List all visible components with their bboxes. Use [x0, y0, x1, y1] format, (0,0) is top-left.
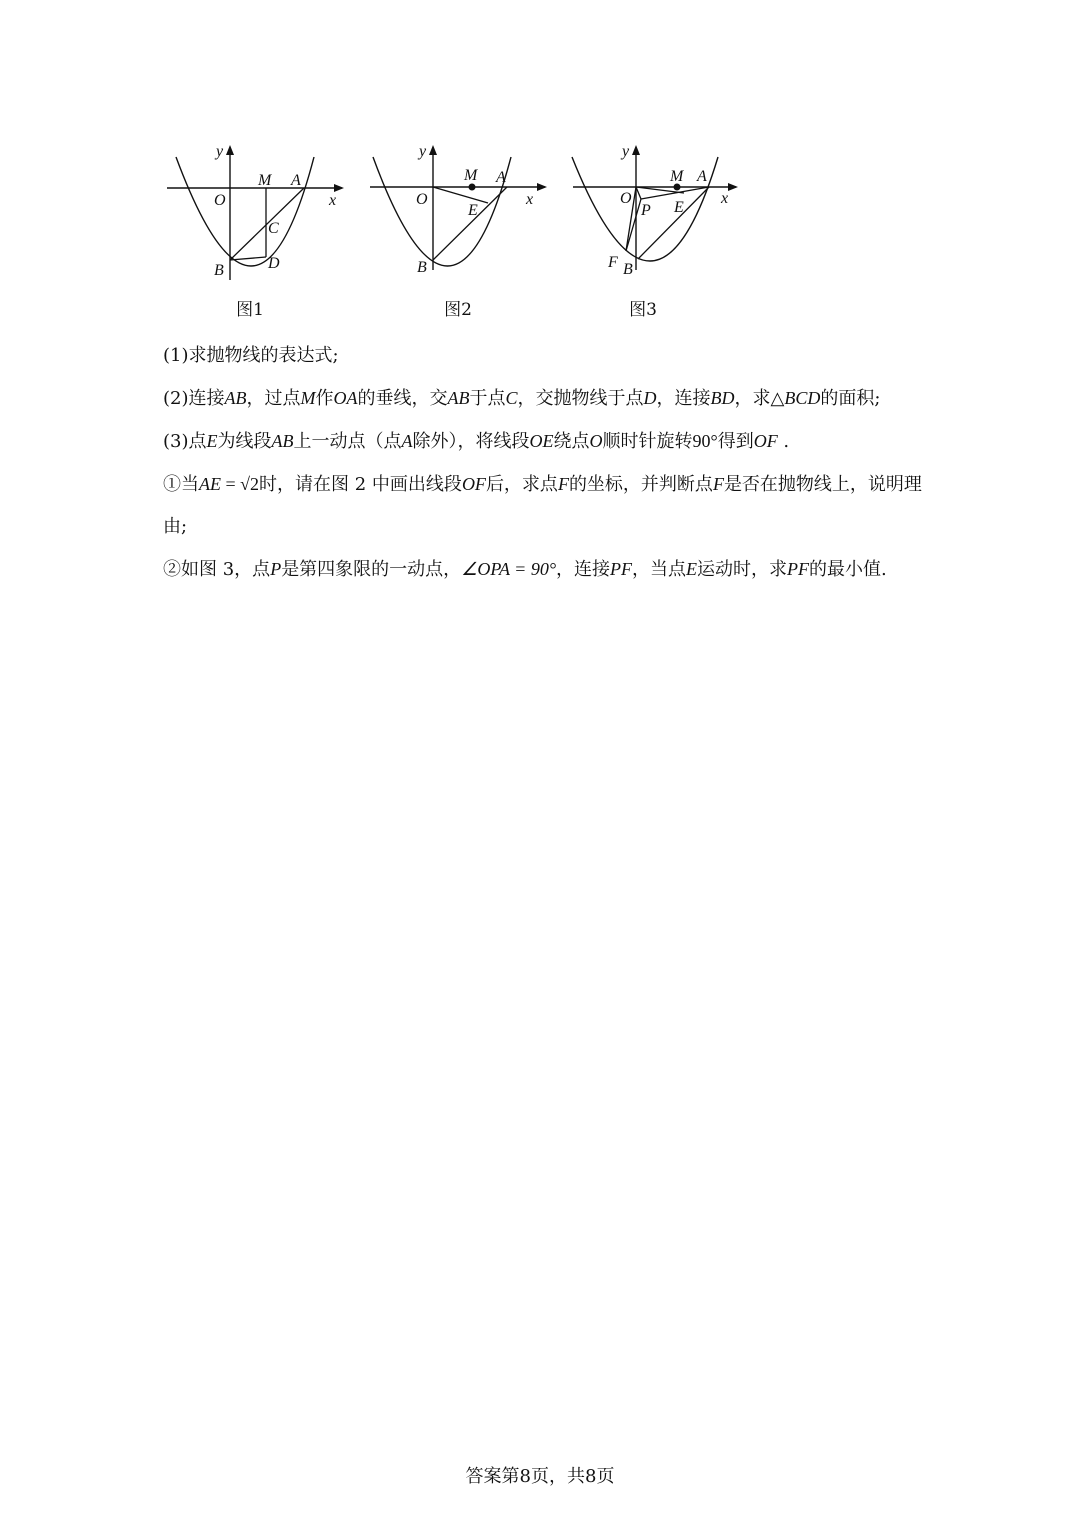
question-3 — [163, 420, 923, 463]
caption-figure-3: 图3 — [629, 300, 657, 320]
text: 于点 — [469, 388, 506, 409]
label-b: B — [214, 262, 224, 279]
text: ②如图 3，点 — [163, 559, 271, 580]
text: 的坐标，并判断点 — [568, 474, 713, 495]
label-c: C — [268, 220, 279, 237]
text: 时，请在图 2 中画出线段 — [259, 474, 462, 495]
text: 是否在抛物线上，说明理由; — [163, 474, 922, 537]
var-o: O — [589, 431, 603, 451]
text: 顺时针旋转 — [602, 431, 693, 452]
text: ①当 — [163, 474, 199, 495]
question-3-2 — [163, 548, 923, 591]
text: 作 — [315, 388, 334, 409]
text: ，过点 — [246, 388, 301, 409]
figure-2-diagram — [365, 135, 565, 295]
var-oa: OA — [333, 388, 358, 408]
label-y: y — [216, 143, 224, 160]
page-footer: 答案第8页，共8页 — [465, 1466, 615, 1487]
text: 得到 — [717, 431, 754, 452]
label-x: x — [329, 192, 337, 209]
label-o: O — [214, 192, 226, 209]
var-c: C — [505, 388, 518, 408]
var-f: F — [557, 474, 569, 494]
figures-row — [150, 135, 770, 325]
question-body — [163, 335, 923, 591]
var-ab: AB — [447, 388, 470, 408]
figure-1-diagram — [162, 135, 362, 295]
label-a: A — [496, 169, 506, 186]
var-ab: AB — [224, 388, 247, 408]
var-p: P — [270, 559, 282, 579]
label-b: B — [623, 261, 633, 278]
text: . — [777, 431, 790, 452]
text: (3)点 — [163, 431, 207, 452]
text: (2)连接 — [163, 388, 225, 409]
var-ae: AE — [199, 474, 221, 494]
text: 绕点 — [553, 431, 590, 452]
text: ，当点 — [632, 559, 687, 580]
label-m: M — [670, 168, 684, 185]
triangle-symbol: △ — [770, 388, 785, 408]
label-b: B — [417, 259, 427, 276]
label-x: x — [526, 191, 534, 208]
var-e: E — [206, 431, 218, 451]
label-m: M — [258, 172, 272, 189]
question-2 — [163, 377, 923, 420]
math-90deg: 90° — [692, 431, 718, 451]
var-ab: AB — [271, 431, 294, 451]
text: ，求 — [734, 388, 771, 409]
label-o: O — [416, 191, 428, 208]
question-1: (1)求抛物线的表达式; — [163, 345, 339, 366]
label-y: y — [419, 143, 427, 160]
var-m: M — [300, 388, 316, 408]
text: 除外），将线段 — [412, 431, 530, 452]
var-a: A — [401, 431, 413, 451]
caption-figure-2: 图2 — [444, 300, 472, 320]
text: 上一动点（点 — [293, 431, 402, 452]
label-a: A — [291, 172, 301, 189]
var-oe: OE — [529, 431, 554, 451]
text: 后，求点 — [485, 474, 558, 495]
text: ，连接 — [556, 559, 611, 580]
label-a: A — [697, 168, 707, 185]
question-3-1 — [163, 463, 923, 548]
caption-figure-1: 图1 — [236, 300, 264, 320]
label-y: y — [622, 143, 630, 160]
var-f: F — [712, 474, 724, 494]
var-bd: BD — [710, 388, 735, 408]
var-of: OF — [461, 474, 486, 494]
text: 的最小值. — [809, 559, 887, 580]
label-d: D — [268, 255, 280, 272]
var-of: OF — [753, 431, 778, 451]
figure-3-diagram — [568, 135, 768, 295]
var-d: D — [643, 388, 657, 408]
text: 为线段 — [217, 431, 272, 452]
var-e: E — [686, 559, 698, 579]
var-bcd: BCD — [784, 388, 821, 408]
text: ，交抛物线于点 — [517, 388, 644, 409]
label-x: x — [721, 190, 729, 207]
text: 运动时，求 — [697, 559, 788, 580]
math-angle-opa: ∠OPA = 90° — [461, 559, 557, 579]
label-e: E — [674, 199, 684, 216]
label-o: O — [620, 190, 632, 207]
text: ，连接 — [656, 388, 711, 409]
label-f: F — [608, 254, 618, 271]
text: 的面积; — [820, 388, 881, 409]
var-pf: PF — [787, 559, 810, 579]
math-sqrt2: = √2 — [221, 474, 260, 494]
var-pf: PF — [610, 559, 633, 579]
label-e: E — [468, 202, 478, 219]
text: 是第四象限的一动点， — [281, 559, 462, 580]
label-m: M — [464, 167, 478, 184]
label-p: P — [641, 202, 651, 219]
text: 的垂线，交 — [357, 388, 448, 409]
